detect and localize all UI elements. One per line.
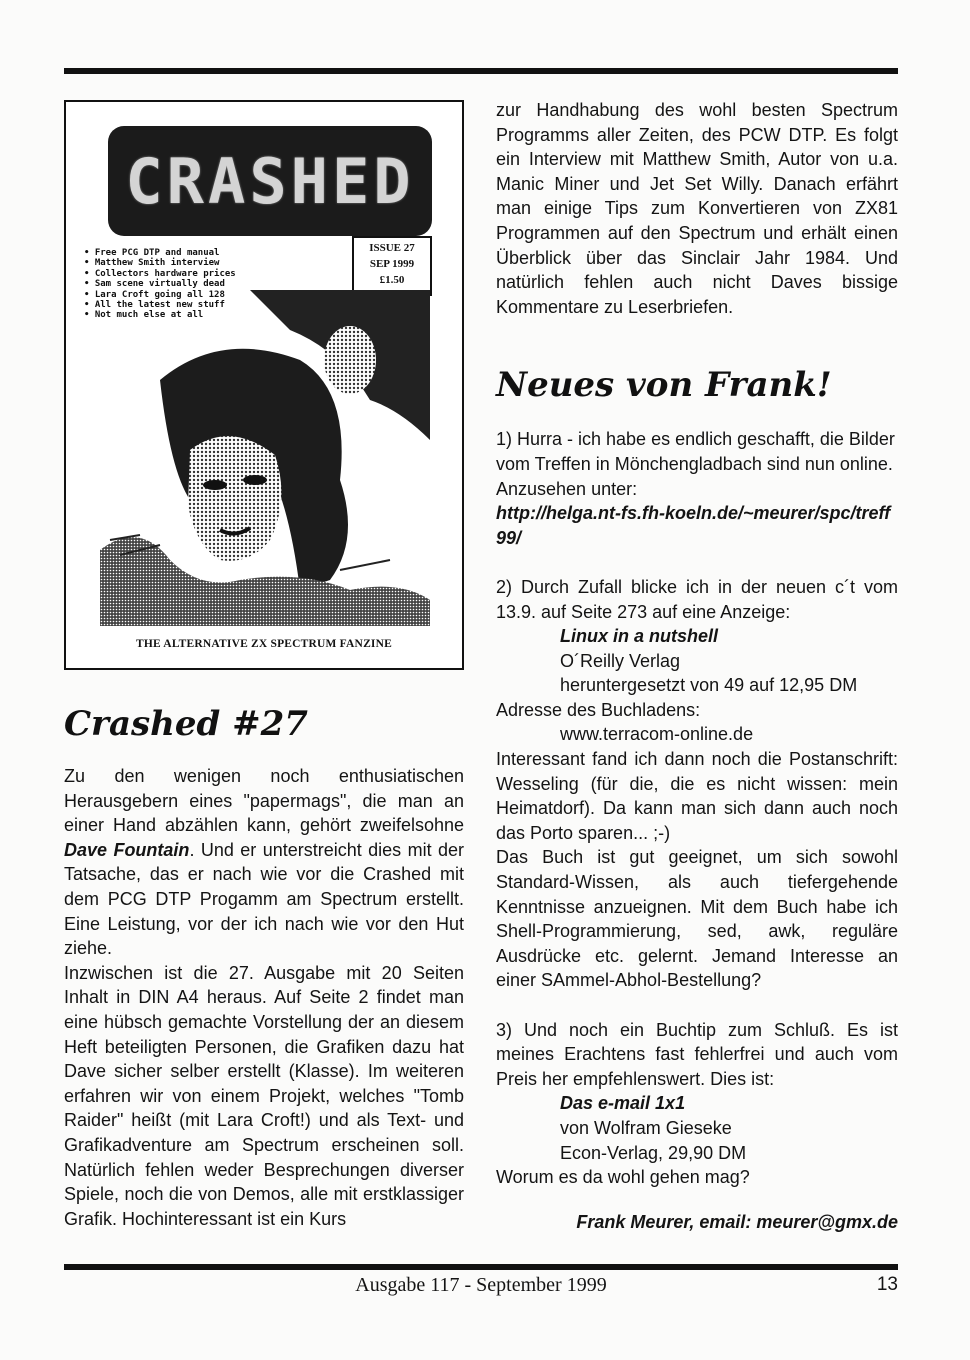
book-1-price: heruntergesetzt von 49 auf 12,95 DM <box>560 675 858 696</box>
crashed-paragraph-1 <box>64 764 464 961</box>
cover-bullet: • Matthew Smith interview <box>84 258 220 269</box>
news-item-2-book: Das Buch ist gut geeignet, um sich sowohl Standard-Wissen, als auch tiefergehende Kenntnisse anzueignen. Mit dem Buch habe ich Shell-Programmierung, sed, awk, reguläre Ausdrücke etc. gelernt. Jemand Interesse an einer SAmmel-Abhol-Bestellung? <box>496 847 898 991</box>
crashed-paragraph-1-rest: . Und er unterstreicht dies mit der Tatsache, das er nach wie vor die Crashed mit dem PCG DTP Progamm am Spectrum erstellt. Eine Leistung, vor der ich nach wie vor den Hut ziehe. <box>64 839 465 959</box>
crashed-paragraph-2: Inzwischen ist die 27. Ausgabe mit 20 Seiten Inhalt in DIN A4 heraus. Auf Seite 2 findet man eine hübsch gemachte Vorstellung der an diesem Heft beteiligten Personen, die Grafiken dazu hat Dave sicher selber erstellt (Klasse). Im weiteren erfahren wir von einem Projekt, welches "Tomb Raider" heißt (mit Lara Croft!) und als Text- und Grafikadventure am Spectrum erscheinen soll. Natürlich fehlen weder Besprechungen diverser Spiele, noch die von Demos, alle mit erstklassiger Grafik. Hochinteressant ist ein Kurs <box>64 962 464 1229</box>
cover-issue-number: ISSUE 27 <box>369 242 415 254</box>
book-1-title: Linux in a nutshell <box>560 626 719 647</box>
top-rule <box>64 68 898 74</box>
left-column <box>64 100 464 1231</box>
news-item-3-end: Worum es da wohl gehen mag? <box>496 1167 750 1188</box>
treffen-photos-link[interactable]: http://helga.nt-fs.fh-koeln.de/~meurer/spc/treff99/ <box>496 503 891 548</box>
issue-line: Ausgabe 117 - September 1999 <box>355 1274 607 1296</box>
book-2-author: von Wolfram Gieseke <box>560 1117 732 1138</box>
cover-bullet: • Free PCG DTP and manual <box>84 248 220 258</box>
cover-bullet: • Sam scene virtually dead <box>84 279 225 290</box>
cover-issue-box <box>352 236 432 296</box>
magazine-cover-image <box>64 100 464 670</box>
cover-bullet: • Lara Croft going all 128 <box>84 289 225 300</box>
right-column <box>496 98 898 1251</box>
news-item-2-text: 2) Durch Zufall blicke ich in der neuen c´t vom 13.9. auf Seite 273 auf eine Anzeige: <box>496 576 898 622</box>
page-number: 13 <box>876 1274 898 1295</box>
crashed-continuation: zur Handhabung des wohl besten Spectrum Programms aller Zeiten, des PCW DTP. Es folgt ein Interview mit Matthew Smith, Autor von u.a. Manic Miner und Jet Set Willy. Danach erfährt man einige Tips zum Konvertieren von ZX81 Programmen auf den Spectrum und erhält einen Überblick über das Sinclair Jahr 1984. Und natürlich fehlen auch nicht Daves bissige Kommentare zu Leserbriefen. <box>496 100 898 317</box>
cover-masthead <box>108 126 432 236</box>
bookshop-address-label: Adresse des Buchladens: <box>496 699 701 720</box>
book-1-publisher: O´Reilly Verlag <box>560 650 681 671</box>
book-2-title: Das e-mail 1x1 <box>560 1093 686 1114</box>
bookshop-url[interactable]: www.terracom-online.de <box>560 724 754 745</box>
news-item-2-more: Interessant fand ich dann noch die Postanschrift: Wesseling (für die, die es nicht wissen: mein Heimatdorf). Da kann man sich dann auch noch das Porto sparen... ;-) <box>496 749 898 843</box>
cover-issue-date: SEP 1999 <box>369 258 415 270</box>
author-signature: Frank Meurer, email: meurer@gmx.de <box>576 1211 898 1232</box>
cover-issue-price: £1.50 <box>379 274 405 286</box>
book-2-publisher: Econ-Verlag, 29,90 DM <box>560 1142 747 1163</box>
news-item-1-text: 1) Hurra - ich habe es endlich geschafft, die Bilder vom Treffen in Mönchengladbach sind nun online. Anzusehen unter: <box>496 429 895 499</box>
frank-heading: Neues von Frank! <box>496 365 832 406</box>
bottom-rule <box>64 1264 898 1270</box>
editor-name: Dave Fountain <box>64 839 190 860</box>
cover-portrait-art <box>100 290 430 626</box>
cover-bullet: • Collectors hardware prices <box>84 268 236 279</box>
page-footer <box>64 1274 898 1300</box>
news-item-3-text: 3) Und noch ein Buchtip zum Schluß. Es ist meines Erachtens fast fehlerfrei und auch vom Preis her empfehlenswert. Dies ist: <box>496 1019 898 1089</box>
cover-bullet: • Not much else at all <box>84 310 204 321</box>
cover-caption: THE ALTERNATIVE ZX SPECTRUM FANZINE <box>135 638 392 650</box>
cover-masthead-text: CRASHED <box>125 144 415 218</box>
crashed-heading: Crashed #27 <box>64 704 308 744</box>
cover-bullet: • All the latest new stuff <box>84 300 225 311</box>
crashed-paragraph-1-intro: Zu den wenigen noch enthusiatischen Herausgebern eines "papermags", die man an einer Hand abzählen kann, gehört zweifelsohne <box>64 766 464 836</box>
